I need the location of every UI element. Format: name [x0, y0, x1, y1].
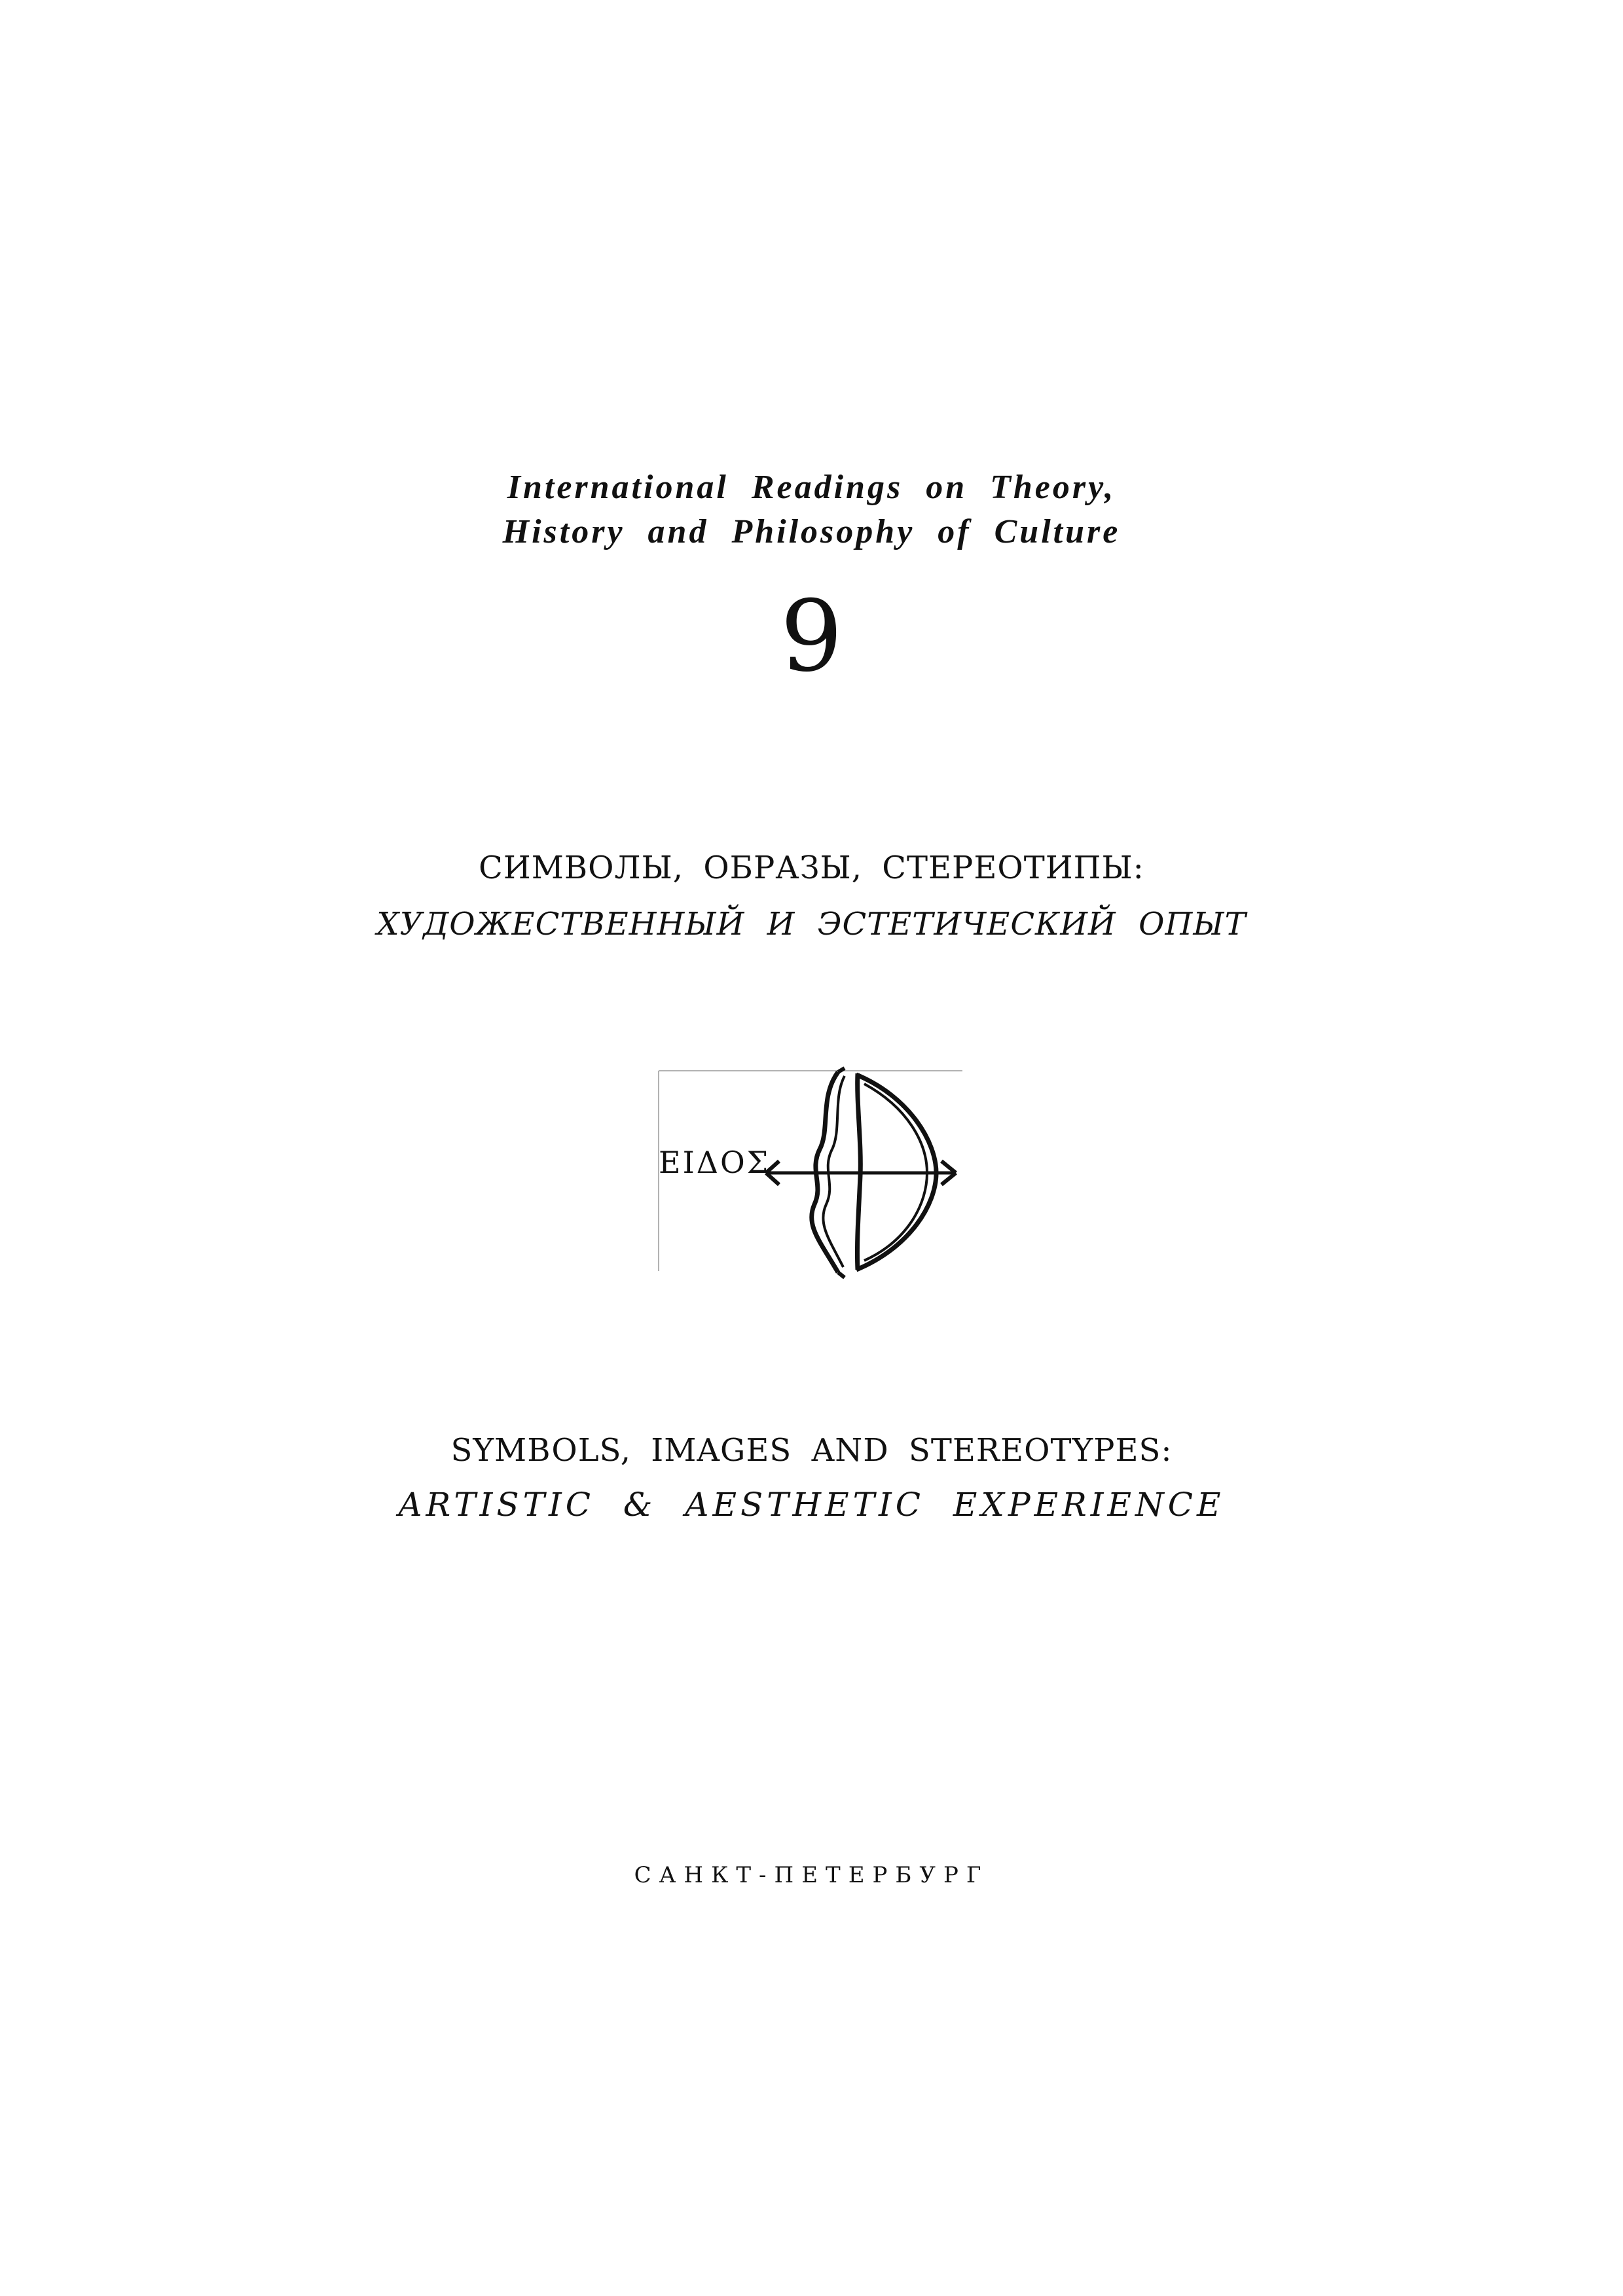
- english-title-line-2: ARTISTIC & AESTHETIC EXPERIENCE: [398, 1486, 1225, 1524]
- eidos-logo: [648, 1045, 976, 1280]
- series-title-line-1: International Readings on Theory,: [507, 469, 1116, 506]
- volume-number: 9: [780, 580, 843, 694]
- russian-title-line-1: СИМВОЛЫ, ОБРАЗЫ, СТЕРЕОТИПЫ:: [479, 850, 1144, 886]
- russian-title-line-2: ХУДОЖЕСТВЕННЫЙ И ЭСТЕТИЧЕСКИЙ ОПЫТ: [376, 906, 1247, 942]
- series-title-line-2: History and Philosophy of Culture: [502, 513, 1121, 550]
- publication-city: САНКТ-ПЕТЕРБУРГ: [634, 1862, 989, 1888]
- english-title-line-1: SYMBOLS, IMAGES AND STEREOTYPES:: [450, 1432, 1173, 1469]
- logo-text: ΕΙΔΟΣ: [659, 1145, 771, 1180]
